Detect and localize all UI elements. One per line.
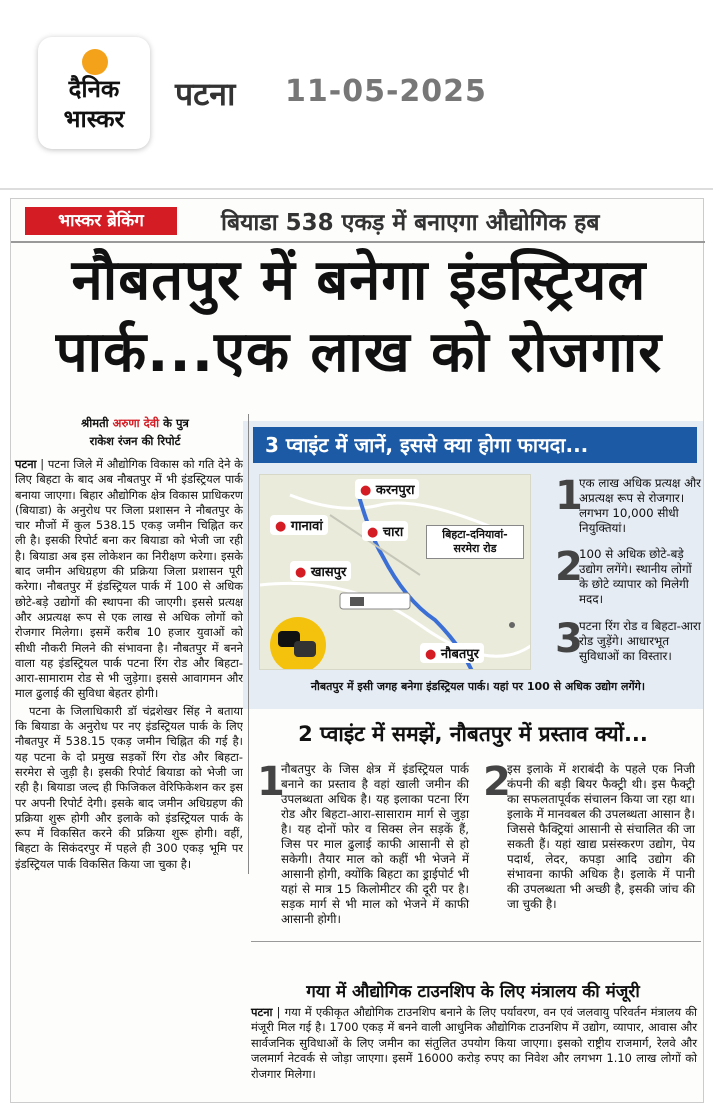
main-article-column: पटना | पटना जिले में औद्योगिक विकास को गति देने के लिए बिहटा के बाद अब नौबतपुर में भी इंडस्ट्रियल पार्क बनाया जाएगा। बिहार औद्योगिक क्षेत्र विकास प्राधिकरण (बियाडा) के अनुरोध पर जिला प्रशासन ने नौबतपुर के चार मौजों में कुल 538.15 एकड़ जमीन चिह्नित कर ली है। इसकी रिपोर्ट बना कर बियाडा को भेजी जा रही है। बियाडा अब इस लोकेशन का निरीक्षण करेगा। इसके बाद जमीन अधिग्रहण की प्रक्रिया जिला प्रशासन पूरी करेगा। नौबतपुर में इंडस्ट्रियल पार्क में 100 से अधिक छोटे-बड़े उद्योगों की स्थापना की जाएगी। इससे प्रत्यक्ष और अप्रत्यक्ष रूप से एक लाख से अधिक लोगों को रोजगार मिलेगा। इसमें करीब 10 हजार युवाओं को सीधी नौकरी मिलने की संभावना है। नौबतपुर में बनने वाला यह इंडस्ट्रियल पार्क पटना रिंग रोड और बिहटा-आरा-सामाराम रोड से भी जुड़ेगा। इससे आवागमन और माल ढुलाई की सुविधा बेहतर होगी। पटना के जिलाधिकारी डॉ चंद्रशेखर सिंह ने बताया कि बियाडा के अनुरोध पर नए इंडस्ट्रियल पार्क के लिए नौबतपुर में 538.15 एकड़ जमीन चिह्नित की गई है। यह पटना के दो प्रमुख सड़कों रिंग रोड और बिहटा-सरमेरा से जुड़ी है। इसकी रिपोर्ट बियाडा को भेजी जा रही है। बियाडा जल्द ही फिजिकल वेरिफिकेशन कर इस पर अपनी रिपोर्ट देगी। इसके बाद जमीन अधिग्रहण की प्रक्रिया शुरू होगी और इलाके को इंडस्ट्रियल पार्क के रूप में विकसित करने की प्रक्रिया शुरू होगी। वहीं, बिहटा के सिकंदरपुर में पहले ही 300 एकड़ भूमि पर इंडस्ट्रियल पार्क विकसित किया जा चुका है। (15, 457, 243, 871)
dateline: पटना (15, 457, 37, 471)
top-rule (11, 241, 705, 243)
byline-name: अरुणा देवी (112, 416, 160, 430)
edition-date: 11-05-2025 (285, 74, 487, 109)
article-paragraph-1: पटना जिले में औद्योगिक विकास को गति देने के लिए बिहटा के बाद अब नौबतपुर में भी इंडस्ट्रियल पार्क बनाया जाएगा। बिहार औद्योगिक क्षेत्र विकास प्राधिकरण (बियाडा) के अनुरोध पर जिला प्रशासन ने नौबतपुर के चार मौजों में कुल 538.15 एकड़ जमीन चिह्नित कर ली है। इसकी रिपोर्ट बना कर बियाडा को भेजी जा रही है। बियाडा अब इस लोकेशन का निरीक्षण करेगा। इसके बाद जमीन अधिग्रहण की प्रक्रिया जिला प्रशासन पूरी करेगा। नौबतपुर में इंडस्ट्रियल पार्क में 100 से अधिक छोटे-बड़े उद्योगों की स्थापना की जाएगी। इससे प्रत्यक्ष और अप्रत्यक्ष रूप से एक लाख से अधिक लोगों को रोजगार मिलेगा। इसमें करीब 10 हजार युवाओं को सीधी नौकरी मिलने की संभावना है। नौबतपुर में बनने वाला यह इंडस्ट्रियल पार्क पटना रिंग रोड और बिहटा-आरा-सामाराम रोड से भी जुड़ेगा। इससे आवागमन और माल ढुलाई की सुविधा बेहतर होगी। (15, 457, 243, 701)
section-divider (251, 941, 701, 942)
benefit-point-2: 2 100 से अधिक छोटे-बड़े उद्योग लगेंगे। स्थानीय लोगों के छोटे व्यापार को मिलेगी मदद। (555, 544, 692, 606)
byline-reporter: राकेश रंजन की रिपोर्ट (89, 434, 181, 448)
benefit-point-3: 3 पटना रिंग रोड व बिहटा-आरा रोड जुड़ेंगे। आधारभूत सुविधाओं का विस्तार। (555, 616, 701, 663)
gaya-dateline: पटना (251, 1005, 273, 1019)
benefits-banner: 3 प्वाइंट में जानें, इससे क्या होगा फायदा... (253, 427, 697, 463)
column-divider (248, 414, 249, 874)
logo-text-line2: भास्कर (63, 105, 125, 133)
dainik-bhaskar-logo[interactable] (38, 37, 150, 149)
map-label-karanpura: ● करनपुरा (355, 479, 419, 499)
benefits-box (243, 421, 703, 709)
article-paragraph-2: पटना के जिलाधिकारी डॉ चंद्रशेखर सिंह ने बताया कि बियाडा के अनुरोध पर नए इंडस्ट्रियल पार्क के लिए नौबतपुर में 538.15 एकड़ जमीन चिह्नित की गई है। यह पटना के दो प्रमुख सड़कों रिंग रोड और बिहटा-सरमेरा से जुड़ी है। इसकी रिपोर्ट बियाडा को भेजी जा रही है। बियाडा जल्द ही फिजिकल वेरिफिकेशन कर इस पर अपनी रिपोर्ट देगी। इसके बाद जमीन अधिग्रहण की प्रक्रिया शुरू होगी और इलाके को इंडस्ट्रियल पार्क के रूप में विकसित करने की प्रक्रिया शुरू होगी। वहीं, बिहटा के सिकंदरपुर में पहले ही 300 एकड़ भूमि पर इंडस्ट्रियल पार्क विकसित किया जा चुका है। (15, 703, 243, 871)
reason-point-2: 2 इस इलाके में शराबंदी के पहले एक निजी कंपनी की बड़ी बियर फैक्ट्री थी। इस फैक्ट्री का सफलतापूर्वक संचालन किया जा रहा था। इलाके में मानवबल की उपलब्धता आसान है। जिससे फैक्ट्रियां आसानी से संचालित की जा सकती हैं। यहां खाद्य प्रसंस्करण उद्योग, पेय पदार्थ, लेदर, कपड़ा आदि उद्योग की संभावना काफी अधिक है। इलाके में पानी की उपलब्धता भी अच्छी है, इसकी जांच की जा चुकी है। (483, 759, 695, 911)
post-header (0, 0, 713, 190)
gaya-text: गया में एकीकृत औद्योगिक टाउनशिप बनाने के लिए पर्यावरण, वन एवं जलवायु परिवर्तन मंत्रालय की मंजूरी मिल गई है। 1700 एकड़ में बनने वाली आधुनिक औद्योगिक टाउनशिप में उद्योग, व्यापार, आवास और सार्वजनिक सुविधाओं के लिए जमीन का संतुलित उपयोग किया जाएगा। इसको राष्ट्रीय राजमार्ग, रेलवे और जलमार्ग नेटवर्क से जोड़ा जाएगा। इसमें 16000 करोड़ रुपए का निवेश और लगभग 1.10 लाख लोगों को रोजगार मिलेगा। (251, 1005, 697, 1081)
map-road-label: बिहटा-दनियावां- सरमेरा रोड (426, 525, 524, 559)
reason-point-1: 1 नौबतपुर के जिस क्षेत्र में इंडस्ट्रियल पार्क बनाने का प्रस्ताव है वहां खाली जमीन की उपलब्धता अधिक है। यह इलाका पटना रिंग रोड और बिहटा-आरा-सासाराम मार्ग से जुड़ा है। यह दोनों फोर व सिक्स लेन सड़कें हैं, जिस पर माल ढुलाई काफी आसानी से हो सकेगी। तैयार माल को कहीं भी भेजने में आसानी होगी, क्योंकि बिहटा का ड्राईपोर्ट भी यहां से मात्र 15 किलोमीटर की दूरी पर है। सड़क मार्ग से भी माल को भेजने में काफी आसानी होगी। (257, 759, 469, 926)
map-label-ganawan: ● गानावां (270, 515, 328, 535)
subheadline: बियाडा 538 एकड़ में बनाएगा औद्योगिक हब (221, 210, 600, 236)
gaya-article: पटना | गया में एकीकृत औद्योगिक टाउनशिप बनाने के लिए पर्यावरण, वन एवं जलवायु परिवर्तन मंत्रालय की मंजूरी मिल गई है। 1700 एकड़ में बनने वाली आधुनिक औद्योगिक टाउनशिप में उद्योग, व्यापार, आवास और सार्वजनिक सुविधाओं के लिए जमीन का संतुलित उपयोग किया जाएगा। इसको राष्ट्रीय राजमार्ग, रेलवे और जलमार्ग नेटवर्क से जोड़ा जाएगा। इसमें 16000 करोड़ रुपए का निवेश और लगभग 1.10 लाख लोगों को रोजगार मिलेगा। (251, 1005, 697, 1081)
headline-line1: नौबतपुर में बनेगा इंडस्ट्रियल (71, 248, 647, 313)
byline-prefix: श्रीमती (81, 416, 109, 430)
benefit-point-1: 1 एक लाख अधिक प्रत्यक्ष और अप्रत्यक्ष रूप से रोजगार। लगभग 10,000 सीधी नियुक्तियां। (555, 473, 701, 535)
gaya-headline: गया में औद्योगिक टाउनशिप के लिए मंत्रालय की मंजूरी (306, 982, 640, 1002)
edition-city: पटना (175, 75, 236, 113)
map-label-khaspur: ● खासपुर (290, 561, 351, 581)
breaking-badge: भास्कर ब्रेकिंग (25, 207, 177, 235)
headline-line2: पार्क...एक लाख को रोजगार (55, 320, 663, 385)
logo-text-line1: दैनिक (68, 75, 120, 103)
map-caption: नौबतपुर में इसी जगह बनेगा इंडस्ट्रियल पार्क। यहां पर 100 से अधिक उद्योग लगेंगे। (310, 680, 646, 693)
newspaper-clipping (10, 198, 704, 1103)
reasons-title: 2 प्वाइंट में समझें, नौबतपुर में प्रस्ताव क्यों... (298, 722, 648, 746)
header-divider (0, 188, 713, 190)
byline-suffix: के पुत्र (163, 416, 189, 430)
reasons-box (243, 714, 703, 984)
sun-icon (82, 49, 108, 75)
byline (25, 414, 245, 450)
map-label-naubatpur: ● नौबतपुर (420, 643, 484, 663)
map-label-chara: ● चारा (362, 521, 408, 541)
location-map (259, 474, 531, 670)
